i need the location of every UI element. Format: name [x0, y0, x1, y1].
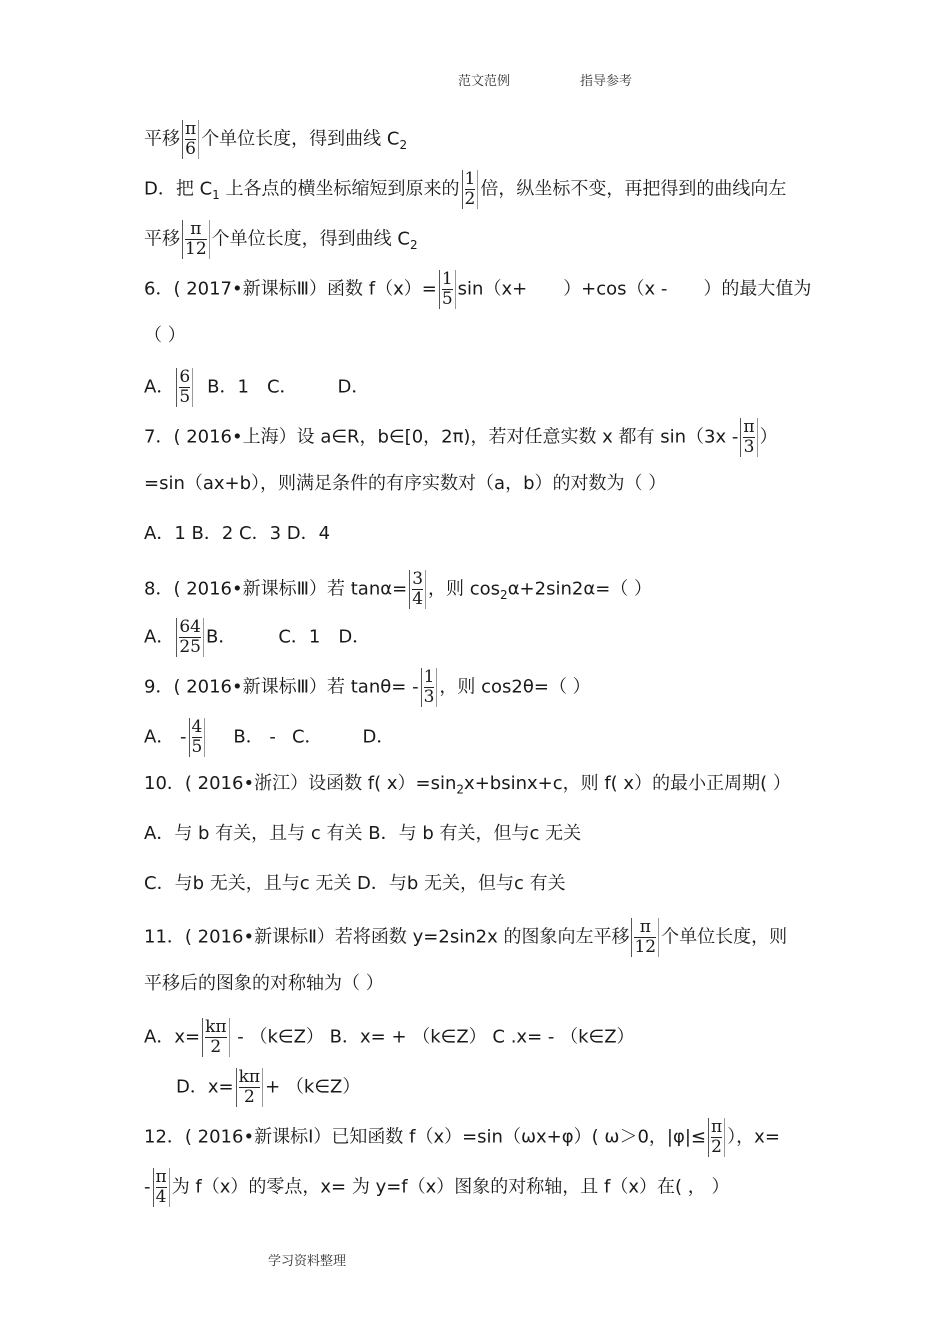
option-d-line: D．把 $C_1$ 上各点的横坐标缩短到原来的 $\frac{1}{2}$ 倍，纵坐标不变，再把得到的曲线向左 [144, 169, 787, 209]
fraction: $\frac{6}{5}$ [176, 368, 193, 407]
question-11-options: A．x= $\frac{k\pi}{2}$ - （k∈Z） B．x= + （k∈Z） C .x= - （k∈Z） [144, 1017, 635, 1057]
question-11-continued: 平移后的图象的对称轴为（ ） [144, 973, 384, 994]
fraction: $\frac{1}{5}$ [439, 270, 456, 309]
question-12: 12．( 2016•新课标Ⅰ）已知函数 f（x）=sin（ωx+φ）( ω＞0，|φ|≤ $\frac{\pi}{2}$ ），x= [144, 1117, 780, 1157]
fraction: $\frac{\pi}{12}$ [631, 918, 659, 957]
header-right: 指导参考 [580, 74, 633, 89]
line-c-shift-pi6: 平移 $\frac{\pi}{6}$ 个单位长度，得到曲线 $C_2$ [144, 119, 408, 159]
fraction: $\frac{\pi}{6}$ [182, 120, 199, 159]
fraction: $\frac{\pi}{2}$ [708, 1118, 725, 1157]
question-6: 6．( 2017•新课标Ⅲ）函数 f（x）= $\frac{1}{5}$ sin（x+ ）+cos（x - ）的最大值为 [144, 269, 812, 309]
fraction: $\frac{\pi}{4}$ [153, 1168, 170, 1207]
question-10: 10．( 2016•浙江）设函数 f( $x)=\sin_2x+bsinx+c$，则 f( x）的最小正周期( ） [144, 773, 791, 797]
footer: 学习资料整理 [268, 1254, 347, 1269]
line-d-shift-pi12: 平移 $\frac{\pi}{12}$ 个单位长度，得到曲线 $C_2$ [144, 219, 418, 259]
fraction: $\frac{\pi}{12}$ [182, 220, 210, 259]
question-7-continued: =sin（ax+b），则满足条件的有序实数对（a，b）的对数为（ ） [144, 473, 667, 494]
question-8-options: A． $\frac{64}{25}$ B． C．1 D． [144, 617, 371, 657]
question-12-continued: - $\frac{\pi}{4}$ 为 f（x）的零点，x= 为 y=f（x）图象的对称轴，且 f（x）在( ， ） [144, 1167, 730, 1207]
question-11-option-d: D．x= $\frac{k\pi}{2}$ + （k∈Z） [176, 1067, 361, 1107]
question-10-options-ab: A．与 b 有关，且与 c 有关 B．与 b 有关，但与c 无关 [144, 823, 582, 844]
question-10-options-cd: C．与b 无关，且与c 无关 D．与b 无关，但与c 有关 [144, 873, 566, 894]
question-6-options: A． $\frac{6}{5}$ B．1 C． D． [144, 367, 370, 407]
fraction: $\frac{k\pi}{2}$ [202, 1018, 229, 1057]
fraction: $\frac{1}{3}$ [421, 668, 438, 707]
fraction: $\frac{\pi}{3}$ [740, 418, 757, 457]
question-7: 7．( 2016•上海）设 a∈R，b∈[0，2π)，若对任意实数 x 都有 sin（3x - $\frac{\pi}{3}$ ） [144, 417, 778, 457]
fraction: $\frac{3}{4}$ [409, 570, 426, 609]
question-9: 9．( 2016•新课标Ⅲ）若 tanθ= - $\frac{1}{3}$ ，则 cos2θ=（ ） [144, 667, 591, 707]
question-11: 11．( 2016•新课标Ⅱ）若将函数 y=2sin2x 的图象向左平移 $\frac{\pi}{12}$ 个单位长度，则 [144, 917, 788, 957]
fraction: $\frac{64}{25}$ [176, 618, 204, 657]
fraction: $\frac{4}{5}$ [189, 718, 206, 757]
header-left: 范文范例 [458, 74, 511, 89]
question-7-options: A．1 B．2 C．3 D．4 [144, 523, 331, 544]
question-9-options: A． - $\frac{4}{5}$ B． - C． D． [144, 717, 395, 757]
question-6-answer-blank: （ ） [144, 325, 186, 346]
question-8: 8．( 2016•新课标Ⅲ）若 tanα= $\frac{3}{4}$ ，则 $\cos_2\alpha+2\sin 2\alpha=$（ ） [144, 569, 652, 609]
fraction: $\frac{1}{2}$ [462, 170, 479, 209]
fraction: $\frac{k\pi}{2}$ [236, 1068, 263, 1107]
